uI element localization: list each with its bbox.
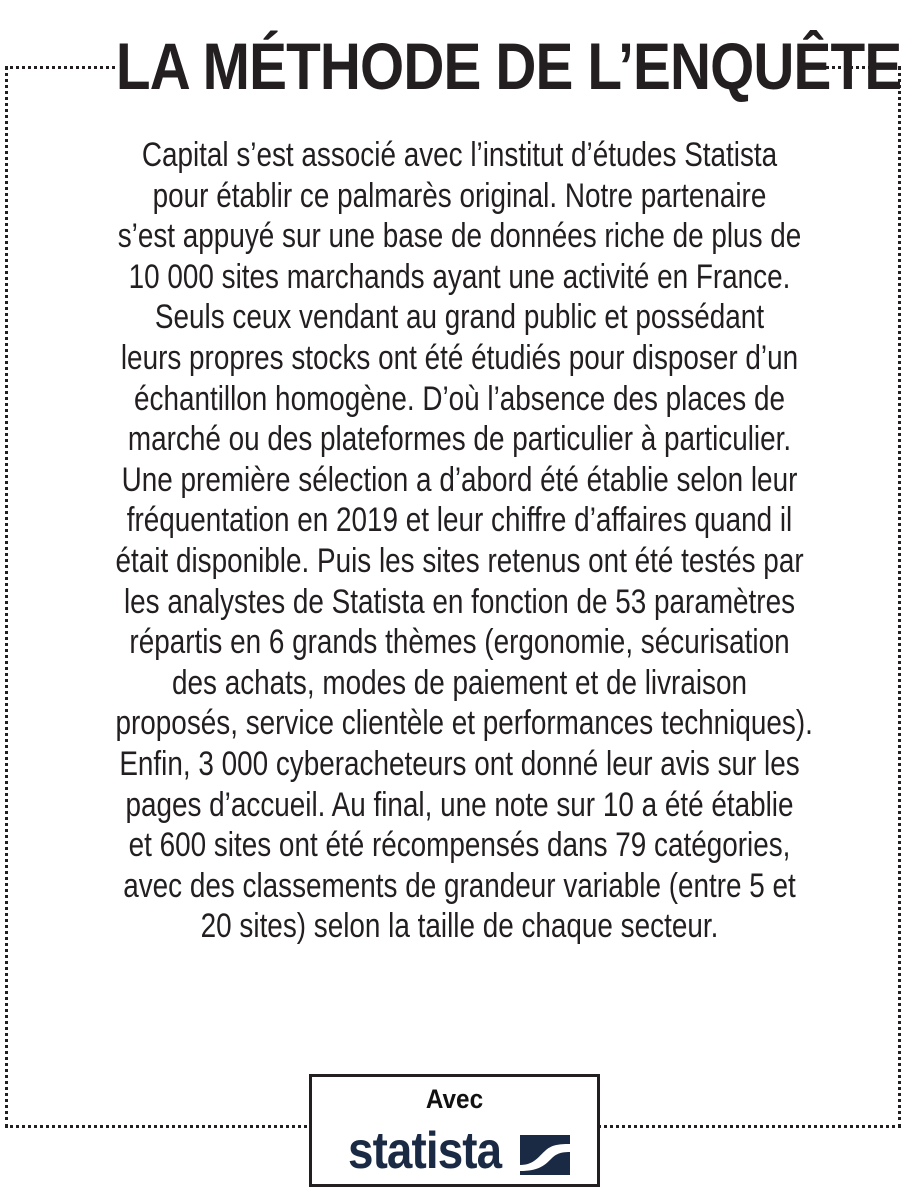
body-line: marché ou des plateformes de particulier à particulier.: [127, 420, 792, 459]
body-line: et 600 sites ont été récompensés dans 79 catégories,: [128, 826, 791, 865]
body-line: était disponible. Puis les sites retenus ont été testés par: [115, 541, 804, 580]
body-line: 10 000 sites marchands ayant une activité en France.: [128, 257, 791, 296]
body-line: Enfin, 3 000 cyberacheteurs ont donné leur avis sur les: [119, 744, 800, 783]
logo-prefix: Avec: [425, 1084, 484, 1114]
body-line: proposés, service clientèle et performances techniques).: [115, 704, 813, 743]
body-line: avec des classements de grandeur variable (entre 5 et: [123, 866, 796, 905]
body-line: s’est appuyé sur une base de données riche de plus de: [117, 217, 802, 256]
page-title: LA MÉTHODE DE L’ENQUÊTE: [115, 29, 902, 103]
body-line: Capital s’est associé avec l’institut d’études Statista: [141, 136, 778, 174]
body-line: échantillon homogène. D’où l’absence des places de: [134, 379, 785, 418]
body-line: 20 sites) selon la taille de chaque secteur.: [200, 907, 719, 946]
body-line: répartis en 6 grands thèmes (ergonomie, sécurisation: [129, 623, 790, 662]
statista-logo-box: [309, 1074, 600, 1187]
body-line: fréquentation en 2019 et leur chiffre d’affaires quand il: [126, 501, 793, 540]
method-description: [40, 135, 879, 947]
statista-logo-mark-icon: [520, 1135, 570, 1175]
body-line: Seuls ceux vendant au grand public et possédant: [154, 298, 765, 337]
body-line: les analystes de Statista en fonction de 53 paramètres: [123, 582, 796, 621]
statista-wordmark: statista: [348, 1122, 502, 1180]
body-line: pour établir ce palmarès original. Notre partenaire: [152, 176, 767, 215]
body-line: pages d’accueil. Au final, une note sur 10 a été établie: [125, 785, 794, 824]
body-line: leurs propres stocks ont été étudiés pour disposer d’un: [120, 338, 799, 377]
body-line: Une première sélection a d’abord été établie selon leur: [121, 460, 798, 499]
body-line: des achats, modes de paiement et de livraison: [172, 663, 747, 702]
